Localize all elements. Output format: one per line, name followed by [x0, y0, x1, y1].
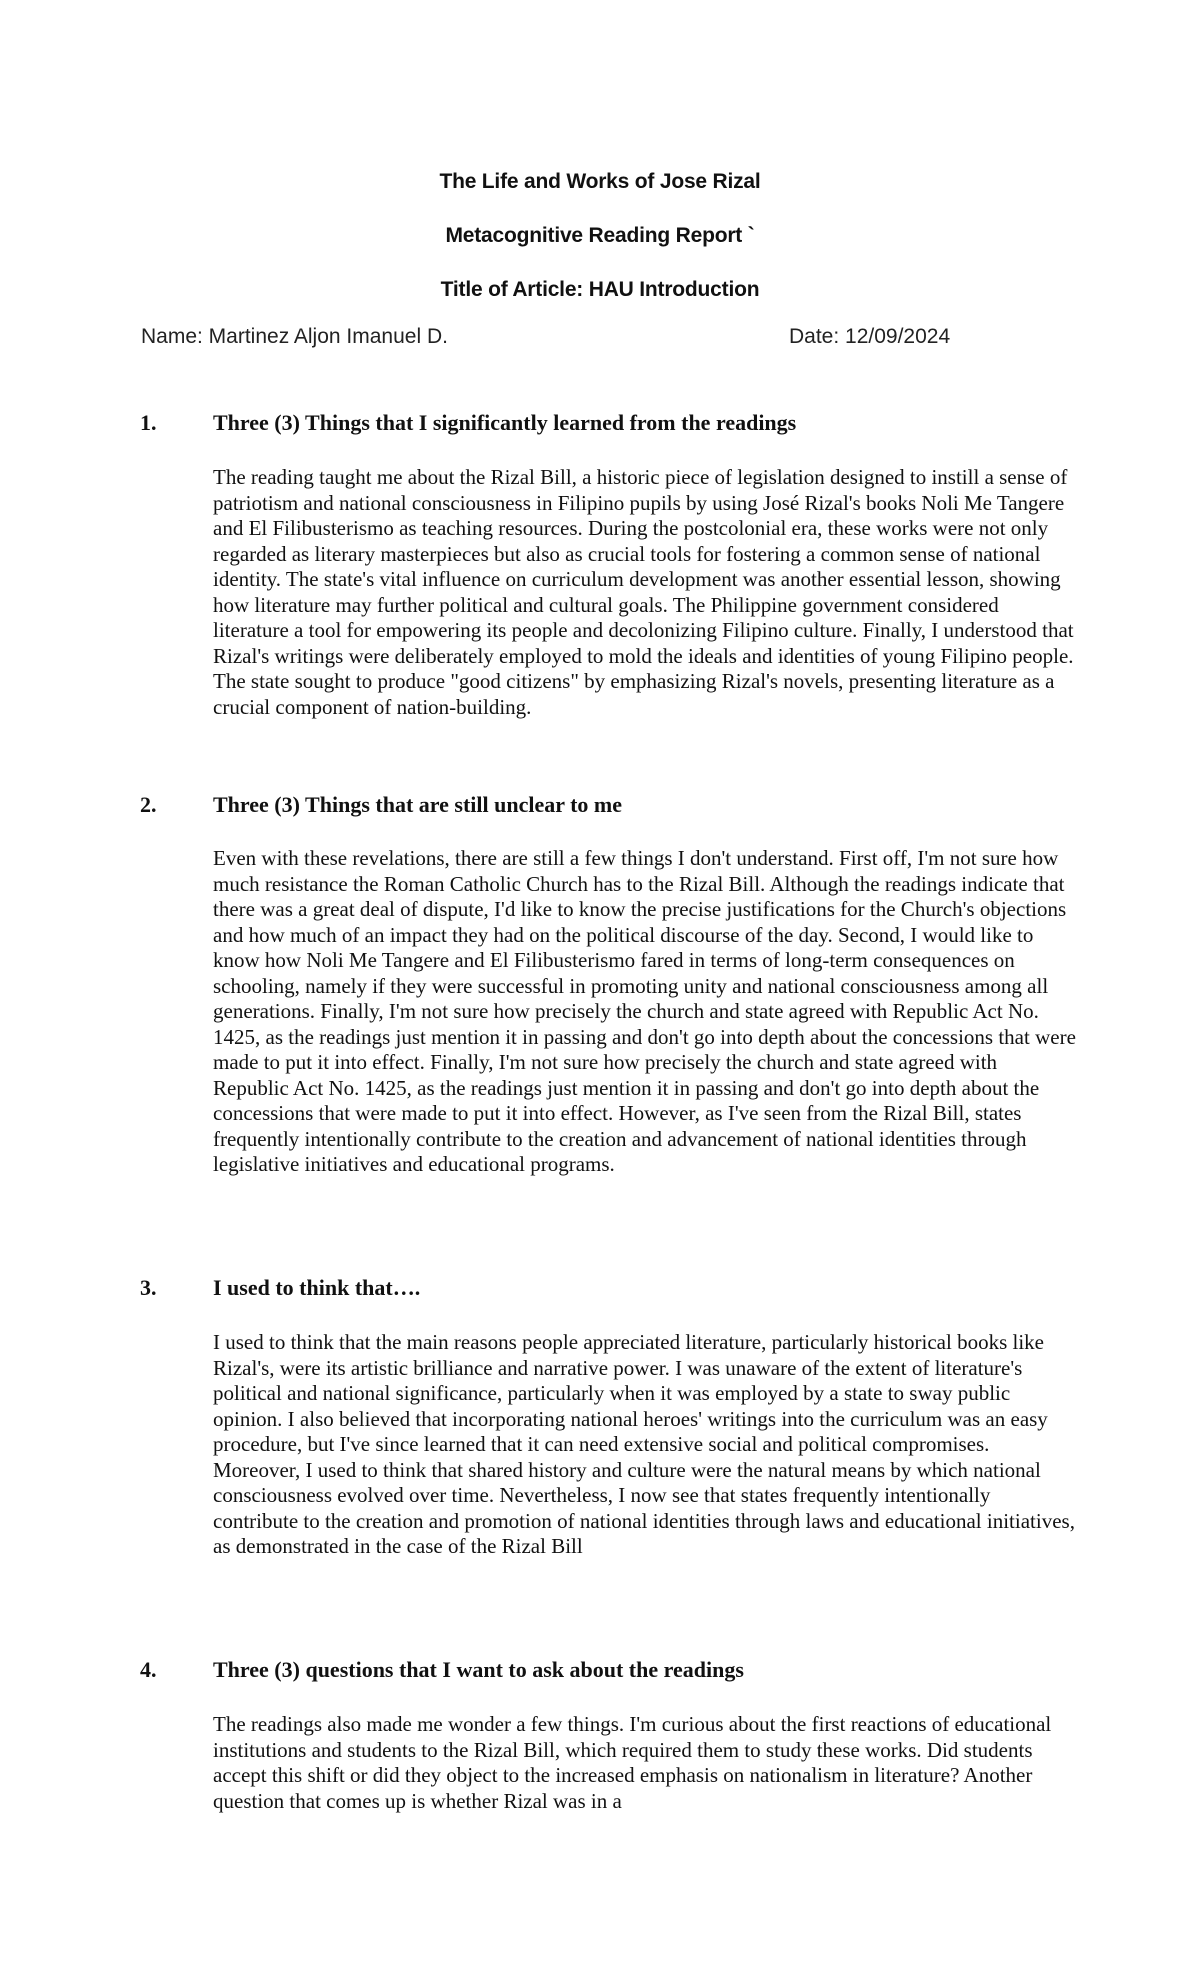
section-4-body: The readings also made me wonder a few things. I'm curious about the first reactions of educational institutions and students to the Rizal Bill, which required them to study these works. Did students accept this shift or did they object to the increased emphasis on nationalism in literature? Another question that comes up is whether Rizal was in a: [213, 1712, 1052, 1813]
report-type: Metacognitive Reading Report `: [445, 224, 755, 247]
section-title: Three (3) Things that I significantly learned from the readings: [213, 410, 797, 435]
section-1-body: The reading taught me about the Rizal Bill, a historic piece of legislation designed to instill a sense of patriotism and national consciousness in Filipino pupils by using José Rizal's books Noli Me Tangere and El Filibusterismo as teaching resources. During the postcolonial era, these works were not only regarded as literary masterpieces but also as crucial tools for fostering a common sense of national identity. The state's vital influence on curriculum development was another essential lesson, showing how literature may further political and cultural goals. The Philippine government considered literature a tool for empowering its people and decolonizing Filipino culture. Finally, I understood that Rizal's writings were deliberately employed to mold the ideals and identities of young Filipino people. The state sought to produce "good citizens" by emphasizing Rizal's novels, presenting literature as a crucial component of nation-building.: [213, 465, 1074, 719]
section-2-heading: [140, 792, 623, 818]
course-title: The Life and Works of Jose Rizal: [439, 170, 761, 193]
section-number: 2.: [140, 792, 157, 817]
article-title: Title of Article: HAU Introduction: [440, 278, 760, 301]
section-number: 4.: [140, 1657, 157, 1682]
section-2-body: Even with these revelations, there are still a few things I don't understand. First off, I'm not sure how much resistance the Roman Catholic Church has to the Rizal Bill. Although the readings indicate that there was a great deal of dispute, I'd like to know the precise justifications for the Church's objections and how much of an impact they had on the political discourse of the day. Second, I would like to know how Noli Me Tangere and El Filibusterismo fared in terms of long-term consequences on schooling, namely if they were successful in promoting unity and national consciousness among all generations. Finally, I'm not sure how precisely the church and state agreed with Republic Act No. 1425, as the readings just mention it in passing and don't go into depth about the concessions that were made to put it into effect. Finally, I'm not sure how precisely the church and state agreed with Republic Act No. 1425, as the readings just mention it in passing and don't go into depth about the concessions that were made to put it into effect. However, as I've seen from the Rizal Bill, states frequently intentionally contribute to the creation and advancement of national identities through legislative initiatives and educational programs.: [213, 846, 1076, 1176]
student-name: Name: Martinez Aljon Imanuel D.: [141, 325, 448, 348]
section-title: I used to think that….: [213, 1275, 421, 1300]
section-number: 3.: [140, 1275, 157, 1300]
section-4-heading: [140, 1657, 744, 1683]
section-3-body: I used to think that the main reasons people appreciated literature, particularly historical books like Rizal's, were its artistic brilliance and narrative power. I was unaware of the extent of literature's political and national significance, particularly when it was employed by a state to sway public opinion. I also believed that incorporating national heroes' writings into the curriculum was an easy procedure, but I've since learned that it can need extensive social and political compromises. Moreover, I used to think that shared history and culture were the natural means by which national consciousness evolved over time. Nevertheless, I now see that states frequently intentionally contribute to the creation and promotion of national identities through laws and educational initiatives, as demonstrated in the case of the Rizal Bill: [213, 1330, 1075, 1558]
section-3-heading: [140, 1275, 421, 1301]
section-title: Three (3) Things that are still unclear to me: [213, 792, 623, 817]
section-title: Three (3) questions that I want to ask about the readings: [213, 1657, 744, 1682]
section-1-heading: [140, 410, 797, 436]
section-number: 1.: [140, 410, 157, 435]
report-date: Date: 12/09/2024: [789, 325, 951, 348]
